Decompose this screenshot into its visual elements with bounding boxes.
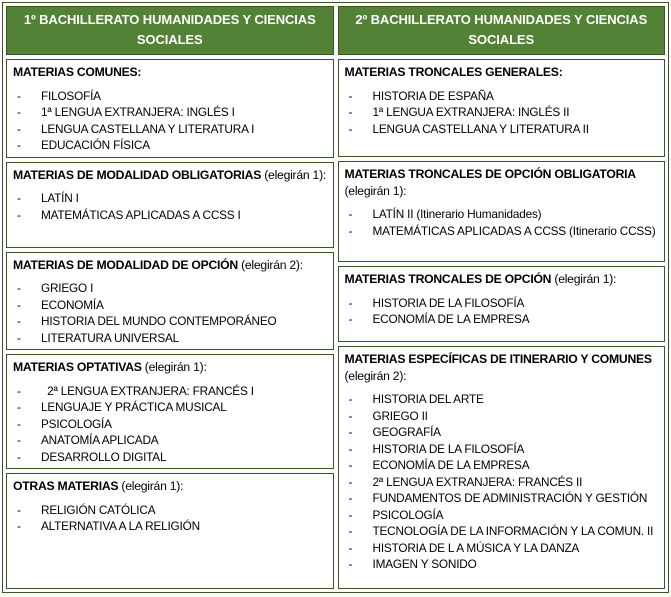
subject-label: LENGUAJE Y PRÁCTICA MUSICAL xyxy=(41,400,227,414)
dash-marker: - xyxy=(17,191,21,205)
subject-label: FUNDAMENTOS DE ADMINISTRACIÓN Y GESTIÓN xyxy=(372,491,648,505)
subject-list xyxy=(345,88,659,138)
subject-item xyxy=(345,391,659,408)
section-title: MATERIAS TRONCALES DE OPCIÓN (elegirán 1): xyxy=(344,272,617,286)
section-optativas xyxy=(6,354,334,469)
section-title: MATERIAS ESPECÍFICAS DE ITINERARIO Y COMUNES (elegirán 2): xyxy=(344,352,652,383)
subject-label: MATEMÁTICAS APLICADAS A CCSS I xyxy=(41,207,241,222)
subject-label: GRIEGO I xyxy=(41,281,94,295)
subject-item xyxy=(345,206,659,223)
subject-list xyxy=(13,88,327,154)
dash-marker: - xyxy=(348,88,353,103)
dash-marker: - xyxy=(348,223,353,238)
dash-marker: - xyxy=(17,105,21,119)
section-title: MATERIAS DE MODALIDAD DE OPCIÓN (elegirán 2): xyxy=(13,257,303,272)
dash-marker: - xyxy=(348,295,353,310)
subject-item xyxy=(345,507,659,524)
subject-label: LATÍN I xyxy=(41,191,79,205)
subject-item xyxy=(13,297,327,314)
dash-marker: - xyxy=(17,383,21,398)
subject-item xyxy=(13,104,327,121)
subject-label: TECNOLOGÍA DE LA INFORMACIÓN Y LA COMUN. II xyxy=(372,524,654,538)
subject-item xyxy=(13,416,327,433)
subject-item xyxy=(13,330,327,347)
subject-item xyxy=(345,223,659,240)
dash-marker: - xyxy=(348,121,353,136)
subject-label: ECONOMÍA xyxy=(41,297,104,312)
subject-item xyxy=(345,540,659,557)
subject-item xyxy=(13,502,327,519)
subject-item xyxy=(345,490,659,507)
dash-marker: - xyxy=(17,281,21,295)
subject-item xyxy=(13,121,327,138)
dash-marker: - xyxy=(17,449,21,464)
subject-label: ECONOMÍA DE LA EMPRESA xyxy=(372,458,530,472)
dash-marker: - xyxy=(17,314,21,328)
dash-marker: - xyxy=(17,433,21,447)
subject-label: PSICOLOGÍA xyxy=(41,416,112,431)
dash-marker: - xyxy=(348,408,353,423)
subject-label: HISTORIA DE ESPAÑA xyxy=(372,88,494,103)
section-title: MATERIAS TRONCALES GENERALES: xyxy=(344,65,563,79)
subject-list xyxy=(13,190,327,223)
subject-label: HISTORIA DEL MUNDO CONTEMPORÁNEO xyxy=(41,314,277,328)
subject-item xyxy=(345,104,659,121)
section-troncales-opcion xyxy=(338,266,666,342)
dash-marker: - xyxy=(348,458,353,472)
dash-marker: - xyxy=(348,392,353,406)
subject-label: 1ª LENGUA EXTRANJERA: INGLÉS II xyxy=(372,105,570,119)
subject-item xyxy=(345,424,659,441)
dash-marker: - xyxy=(348,524,353,538)
subject-label: LENGUA CASTELLANA Y LITERATURA II xyxy=(372,121,589,136)
subject-label: 1ª LENGUA EXTRANJERA: INGLÉS I xyxy=(41,105,235,119)
subject-label: ANATOMÍA APLICADA xyxy=(41,433,159,447)
subject-item xyxy=(13,137,327,154)
header-1-bachillerato: 1º BACHILLERATO HUMANIDADES Y CIENCIAS SOCIALES xyxy=(6,6,334,55)
subject-label: EDUCACIÓN FÍSICA xyxy=(41,138,150,152)
dash-marker: - xyxy=(17,297,21,312)
dash-marker: - xyxy=(348,557,353,571)
subject-item xyxy=(13,280,327,297)
subject-item xyxy=(345,457,659,474)
section-modalidad-opcion xyxy=(6,252,334,351)
section-especificas-itinerario xyxy=(338,346,666,589)
curriculum-table xyxy=(2,2,669,593)
section-title: MATERIAS COMUNES: xyxy=(13,65,142,79)
subject-item xyxy=(13,399,327,416)
subject-list xyxy=(13,280,327,346)
column-2-bachillerato xyxy=(338,6,666,589)
section-modalidad-obligatorias xyxy=(6,162,334,248)
section-title: MATERIAS DE MODALIDAD OBLIGATORIAS (elegirán 1): xyxy=(13,167,327,182)
dash-marker: - xyxy=(17,121,21,136)
subject-label: HISTORIA DEL ARTE xyxy=(372,392,484,406)
subject-label: ECONOMÍA DE LA EMPRESA xyxy=(372,312,530,326)
subject-label: HISTORIA DE LA FILOSOFÍA xyxy=(372,441,525,456)
subject-label: HISTORIA DE LA FILOSOFÍA xyxy=(372,295,525,310)
dash-marker: - xyxy=(348,312,353,326)
subject-item xyxy=(13,449,327,466)
subject-label: LENGUA CASTELLANA Y LITERATURA I xyxy=(41,121,255,136)
dash-marker: - xyxy=(348,105,353,119)
section-title: MATERIAS OPTATIVAS (elegirán 1): xyxy=(13,360,207,374)
subject-item xyxy=(13,432,327,449)
dash-marker: - xyxy=(348,441,353,456)
subject-item xyxy=(345,311,659,328)
section-materias-comunes xyxy=(6,59,334,158)
dash-marker: - xyxy=(17,138,21,152)
dash-marker: - xyxy=(17,207,21,222)
subject-item xyxy=(13,518,327,535)
section-troncales-opcion-obligatoria xyxy=(338,161,666,262)
dash-marker: - xyxy=(17,330,21,345)
subject-item xyxy=(345,523,659,540)
dash-marker: - xyxy=(17,502,21,517)
subject-label: FILOSOFÍA xyxy=(41,88,101,103)
dash-marker: - xyxy=(348,507,353,522)
subject-item xyxy=(345,88,659,105)
subject-label: IMAGEN Y SONIDO xyxy=(372,557,477,571)
section-title: MATERIAS TRONCALES DE OPCIÓN OBLIGATORIA (elegirán 1): xyxy=(344,167,636,198)
subject-label: LATÍN II (Itinerario Humanidades) xyxy=(372,207,542,221)
subject-item xyxy=(13,313,327,330)
subject-label: RELIGIÓN CATÓLICA xyxy=(41,502,156,517)
dash-marker: - xyxy=(348,540,353,555)
subject-item xyxy=(345,121,659,138)
subject-label: DESARROLLO DIGITAL xyxy=(41,449,167,464)
subject-item xyxy=(13,207,327,224)
subject-item xyxy=(345,474,659,491)
header-2-bachillerato: 2º BACHILLERATO HUMANIDADES Y CIENCIAS SOCIALES xyxy=(338,6,666,55)
dash-marker: - xyxy=(17,88,21,103)
section-title: OTRAS MATERIAS (elegirán 1): xyxy=(13,479,184,493)
subject-label: GEOGRAFÍA xyxy=(372,425,441,439)
dash-marker: - xyxy=(348,491,353,505)
dash-marker: - xyxy=(348,207,353,221)
dash-marker: - xyxy=(17,416,21,431)
subject-list xyxy=(345,295,659,328)
subject-item xyxy=(345,408,659,425)
subject-label: LITERATURA UNIVERSAL xyxy=(41,330,180,345)
subject-item xyxy=(13,190,327,207)
subject-item xyxy=(345,556,659,573)
column-1-bachillerato xyxy=(6,6,334,589)
dash-marker: - xyxy=(348,474,353,489)
section-troncales-generales xyxy=(338,59,666,157)
subject-label: GRIEGO II xyxy=(372,408,428,423)
dash-marker: - xyxy=(17,519,21,533)
subject-label: PSICOLOGÍA xyxy=(372,507,444,522)
subject-list xyxy=(13,383,327,466)
subject-label: HISTORIA DE L A MÚSICA Y LA DANZA xyxy=(372,540,580,555)
dash-marker: - xyxy=(17,400,21,414)
subject-label: MATEMÁTICAS APLICADAS A CCSS (Itinerario CCSS) xyxy=(372,223,656,238)
subject-list xyxy=(13,502,327,535)
subject-list xyxy=(345,206,659,239)
subject-item xyxy=(13,383,327,400)
subject-label: ALTERNATIVA A LA RELIGIÓN xyxy=(41,519,200,533)
subject-list xyxy=(345,391,659,573)
subject-item xyxy=(13,88,327,105)
subject-label: 2ª LENGUA EXTRANJERA: FRANCÉS I xyxy=(41,383,254,398)
dash-marker: - xyxy=(348,425,353,439)
subject-label: 2ª LENGUA EXTRANJERA: FRANCÉS II xyxy=(372,474,583,489)
section-otras-materias xyxy=(6,473,334,589)
subject-item xyxy=(345,441,659,458)
subject-item xyxy=(345,295,659,312)
